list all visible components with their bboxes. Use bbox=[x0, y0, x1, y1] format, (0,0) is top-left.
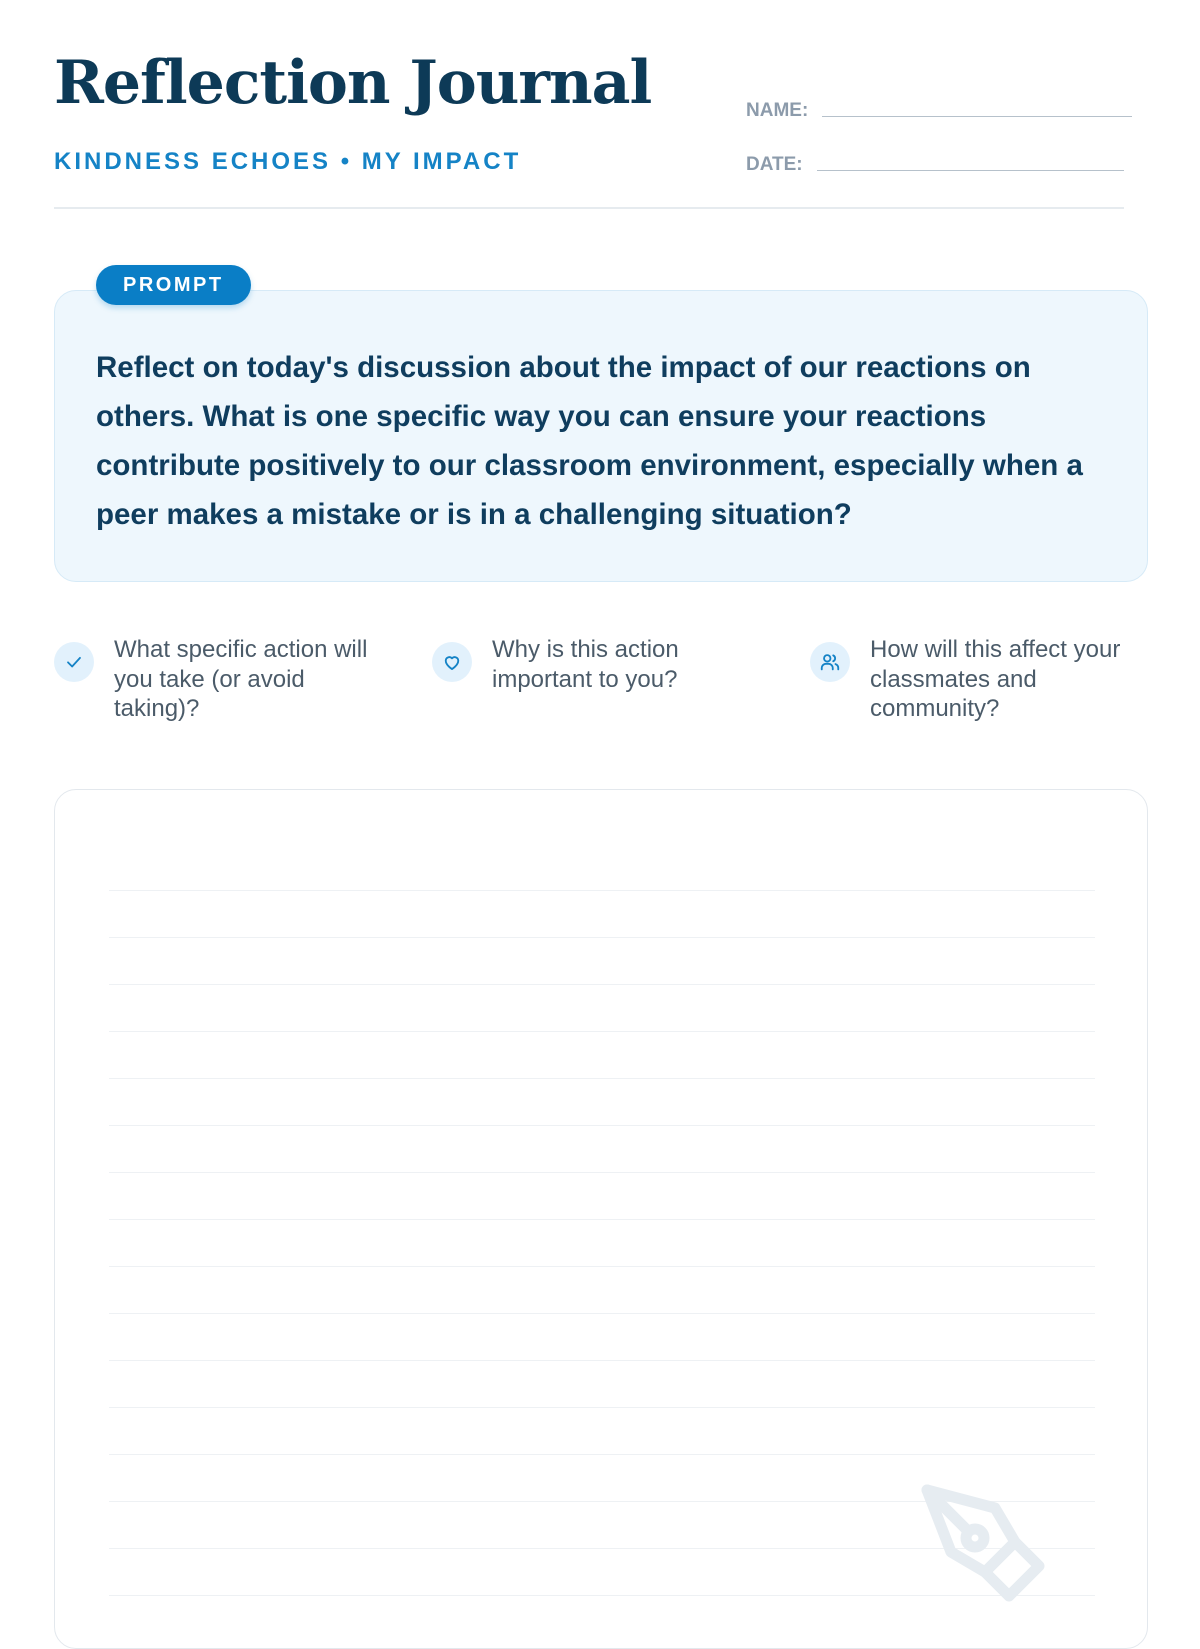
check-icon bbox=[54, 642, 94, 682]
pen-nib-icon bbox=[917, 1480, 1067, 1630]
date-field[interactable] bbox=[746, 154, 1124, 176]
date-label: DATE: bbox=[746, 154, 803, 175]
question-community bbox=[810, 635, 1150, 724]
writing-line[interactable] bbox=[109, 1407, 1095, 1408]
users-icon bbox=[810, 642, 850, 682]
prompt-card bbox=[54, 290, 1148, 582]
writing-line[interactable] bbox=[109, 1266, 1095, 1267]
writing-line[interactable] bbox=[109, 984, 1095, 985]
writing-line[interactable] bbox=[109, 1454, 1095, 1455]
writing-line[interactable] bbox=[109, 1360, 1095, 1361]
writing-line[interactable] bbox=[109, 1078, 1095, 1079]
prompt-badge: PROMPT bbox=[96, 265, 251, 305]
page-title: Reflection Journal bbox=[54, 48, 652, 118]
writing-line[interactable] bbox=[109, 937, 1095, 938]
date-write-line[interactable] bbox=[817, 170, 1124, 171]
name-write-line[interactable] bbox=[822, 116, 1132, 117]
page-header bbox=[54, 0, 1124, 209]
question-text: How will this affect your classmates and community? bbox=[870, 636, 1121, 722]
writing-line[interactable] bbox=[109, 1219, 1095, 1220]
writing-line[interactable] bbox=[109, 1313, 1095, 1314]
guiding-questions bbox=[54, 635, 1148, 735]
writing-line[interactable] bbox=[109, 1172, 1095, 1173]
name-field[interactable] bbox=[746, 100, 1132, 122]
writing-line[interactable] bbox=[109, 1125, 1095, 1126]
heart-icon bbox=[432, 642, 472, 682]
writing-line[interactable] bbox=[109, 890, 1095, 891]
name-label: NAME: bbox=[746, 100, 809, 121]
writing-area[interactable] bbox=[54, 789, 1148, 1649]
question-text: What specific action will you take (or avoid taking)? bbox=[114, 636, 368, 722]
page-subtitle: KINDNESS ECHOES • MY IMPACT bbox=[54, 148, 522, 175]
question-importance bbox=[432, 635, 732, 694]
question-action bbox=[54, 635, 394, 724]
question-text: Why is this action important to you? bbox=[492, 636, 679, 693]
writing-line[interactable] bbox=[109, 1031, 1095, 1032]
prompt-text: Reflect on today's discussion about the impact of our reactions on others. What is one specific way you can ensure your reactions contribute positively to our classroom environment, especially when a peer makes a mistake or is in a challenging situation? bbox=[96, 351, 1083, 531]
